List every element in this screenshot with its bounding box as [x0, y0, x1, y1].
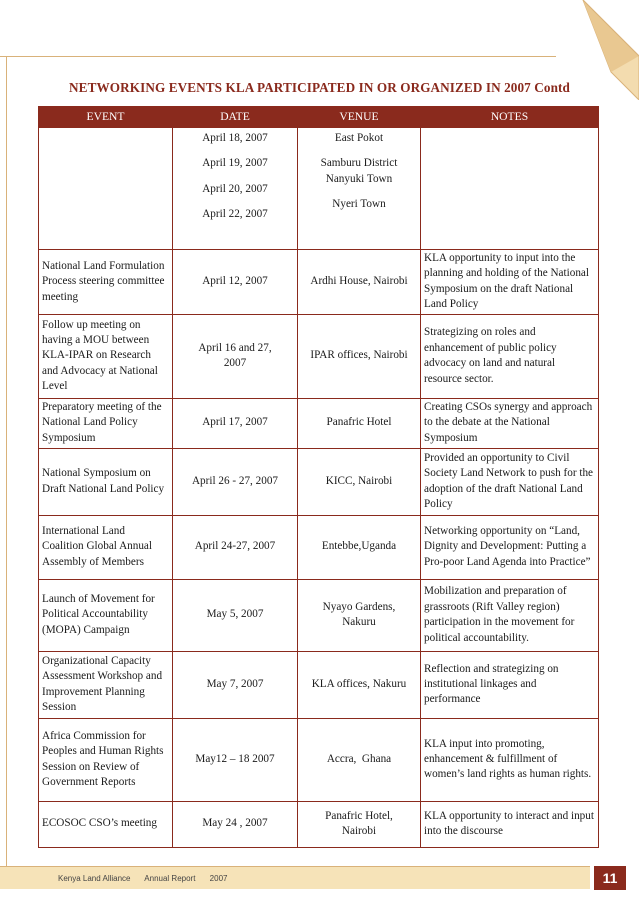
notes-cell: Provided an opportunity to Civil Society Land Network to push for the adoption of the draft National Land Policy: [421, 448, 599, 515]
notes-cell: Strategizing on roles and enhancement of public policy advocacy on land and natural resource sector.: [421, 314, 599, 398]
venue-line: Samburu District Nanyuki Town: [320, 157, 398, 185]
date-cell: May 5, 2007: [173, 579, 298, 651]
date-cell: May 7, 2007: [173, 651, 298, 718]
venue-cell: Panafric Hotel: [298, 398, 421, 448]
page-number: 11: [594, 866, 626, 890]
footer-text: [58, 874, 239, 883]
venue-cell: Ardhi House, Nairobi: [298, 250, 421, 315]
venue-cell: KLA offices, Nakuru: [298, 651, 421, 718]
event-cell: ECOSOC CSO’s meeting: [39, 801, 173, 847]
table-row: [39, 515, 599, 579]
header-event: EVENT: [39, 107, 173, 128]
date-cell: April 24-27, 2007: [173, 515, 298, 579]
events-table: [38, 106, 599, 848]
table-row: [39, 718, 599, 801]
event-cell: Follow up meeting on having a MOU between KLA-IPAR on Research and Advocacy at National Level: [39, 314, 173, 398]
date-line: April 18, 2007: [202, 132, 268, 144]
header-venue: VENUE: [298, 107, 421, 128]
table-row: [39, 579, 599, 651]
table-row: [39, 651, 599, 718]
footer-year: 2007: [209, 874, 228, 883]
notes-cell: Mobilization and preparation of grassroots (Rift Valley region) participation in the movement for political accountability.: [421, 579, 599, 651]
date-cell: April 12, 2007: [173, 250, 298, 315]
date-cell: [173, 128, 298, 250]
venue-cell: IPAR offices, Nairobi: [298, 314, 421, 398]
date-cell: April 26 - 27, 2007: [173, 448, 298, 515]
event-cell: International Land Coalition Global Annual Assembly of Members: [39, 515, 173, 579]
notes-cell: KLA opportunity to interact and input into the discourse: [421, 801, 599, 847]
notes-cell: KLA opportunity to input into the planning and holding of the National Symposium on the draft National Land Policy: [421, 250, 599, 315]
date-cell: April 17, 2007: [173, 398, 298, 448]
venue-cell: Panafric Hotel, Nairobi: [298, 801, 421, 847]
page-frame-top: [0, 0, 556, 57]
table-header-row: [39, 107, 599, 128]
table-row: [39, 314, 599, 398]
event-cell: Africa Commission for Peoples and Human Rights Session on Review of Government Reports: [39, 718, 173, 801]
table-row: [39, 250, 599, 315]
notes-cell: KLA input into promoting, enhancement & fulfillment of women’s land rights as human rights.: [421, 718, 599, 801]
venue-cell: [298, 128, 421, 250]
date-cell: May12 – 18 2007: [173, 718, 298, 801]
notes-cell: Creating CSOs synergy and approach to the debate at the National Symposium: [421, 398, 599, 448]
event-cell: National Symposium on Draft National Land Policy: [39, 448, 173, 515]
venue-line: East Pokot: [334, 132, 384, 144]
date-cell: May 24 , 2007: [173, 801, 298, 847]
page-frame-left: [0, 56, 7, 876]
page-title: NETWORKING EVENTS KLA PARTICIPATED IN OR ORGANIZED IN 2007 Contd: [69, 80, 570, 95]
footer-org: Kenya Land Alliance: [58, 874, 131, 883]
date-line: April 20, 2007: [202, 182, 268, 195]
table-row: [39, 398, 599, 448]
event-cell: National Land Formulation Process steering committee meeting: [39, 250, 173, 315]
venue-cell: Nyayo Gardens, Nakuru: [298, 579, 421, 651]
event-cell: Organizational Capacity Assessment Workshop and Improvement Planning Session: [39, 651, 173, 718]
event-cell: [39, 128, 173, 250]
event-cell: Launch of Movement for Political Accountability (MOPA) Campaign: [39, 579, 173, 651]
venue-line: Nyeri Town: [332, 198, 386, 211]
event-cell: Preparatory meeting of the National Land Policy Symposium: [39, 398, 173, 448]
header-date: DATE: [173, 107, 298, 128]
table-row: [39, 448, 599, 515]
date-line: April 19, 2007: [202, 157, 268, 170]
date-cell: April 16 and 27, 2007: [173, 314, 298, 398]
footer-report: Annual Report: [144, 874, 196, 883]
venue-cell: Accra, Ghana: [298, 718, 421, 801]
venue-cell: Entebbe,Uganda: [298, 515, 421, 579]
notes-cell: Reflection and strategizing on institutional linkages and performance: [421, 651, 599, 718]
table-row: [39, 801, 599, 847]
venue-cell: KICC, Nairobi: [298, 448, 421, 515]
header-notes: NOTES: [421, 107, 599, 128]
notes-cell: [421, 128, 599, 250]
notes-cell: Networking opportunity on “Land, Dignity and Development: Putting a Pro-poor Land Agenda into Practice”: [421, 515, 599, 579]
table-row: [39, 128, 599, 250]
date-line: April 22, 2007: [202, 208, 268, 221]
